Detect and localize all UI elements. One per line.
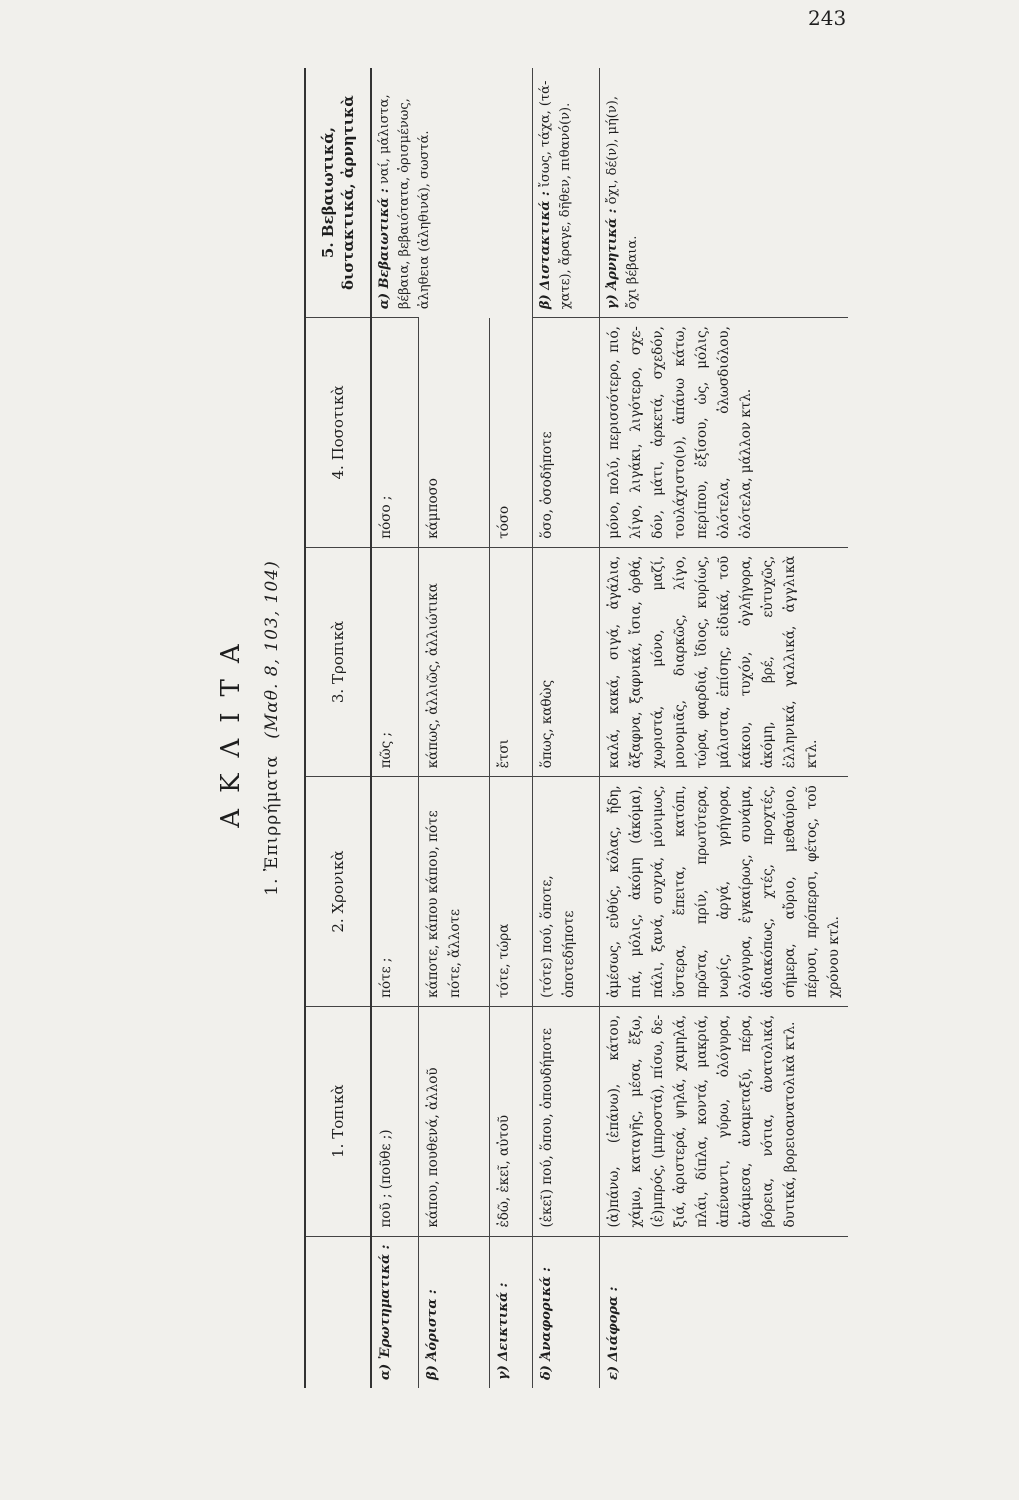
- col-header-topika: 1. Τοπικὰ: [305, 1006, 371, 1236]
- row-label: α) Ἐρωτηματικά :: [371, 1236, 419, 1388]
- row-label: γ) Δεικτικά :: [490, 1236, 533, 1388]
- table-cell: ἀμέσως, εὐθύς, κόλας, ἤδη, πιά, μόλις, ἀκόμη (ἀκόμα), πάλι, ξανά, συχνά, μόνιμως, ὕστερα, ἔπειτα, κατόπι, πρῶτα, πρίν, πρωτύτερα, νωρίς, ἀργά, γρήγορα, ὀλόγυρα, ἐγκαίρως, συνάμα, ἀδιακόπως, χτές, προχτές, σήμερα, αὔριο, μεθαύριο, πέρυσι, πρόπερσι, φέτος, τοῦ χρόνου κτλ.: [600, 777, 849, 1007]
- table-row: [371, 68, 419, 1388]
- table-cell: ἔτσι: [490, 547, 533, 777]
- row-label: ε) Διάφορα :: [600, 1236, 849, 1388]
- table-cell: ἐδῶ, ἐκεῖ, αὐτοῦ: [490, 1006, 533, 1236]
- negative-heading: γ) Ἀρνητικά :: [605, 208, 620, 310]
- rotated-page-content: [216, 28, 924, 1398]
- table-cell: ὅπως, καθὼς: [533, 547, 600, 777]
- table-row: [533, 68, 600, 1388]
- table-cell: κάποτε, κάπου κάπου, πότε πότε, ἄλλοτε: [419, 777, 490, 1007]
- col-header-empty: [305, 1236, 371, 1388]
- col-header-tropika: 3. Τροπικὰ: [305, 547, 371, 777]
- page-title: ΑΚΛΙΤΑ: [216, 628, 246, 828]
- table-header-row: [305, 68, 371, 1388]
- table-cell: ὅσο, ὁσοδήποτε: [533, 318, 600, 548]
- affirmative-heading: α) Βεβαιωτικά :: [377, 188, 392, 310]
- col5-negative-cell: [600, 68, 849, 318]
- table-cell: (ἀ)πάνω, (ἐπάνω), κάτου, χάμω, καταγῆς, μέσα, ἔξω, (ἐ)μπρός, (μπροστά), πίσω, δεξιά, ἀριστερά, ψηλά, χαμηλά, πλάι, δίπλα, κοντά, μακριά, ἀπέναντι, γύρω, ὁλόγυρα, ἀνάμεσα, ἀναμεταξύ, πέρα, βόρεια, νότια, ἀνατολικά, δυτικά, βορειοανατολικὰ κτλ.: [600, 1006, 849, 1236]
- col5-dubitative-cell: [533, 68, 600, 318]
- table-cell: κάπως, ἀλλιῶς, ἀλλιώτικα: [419, 547, 490, 777]
- table-row: [600, 68, 849, 1388]
- table-cell: πόσο ;: [371, 318, 419, 548]
- page-number: 243: [808, 6, 847, 30]
- col-header-chronika: 2. Χρονικὰ: [305, 777, 371, 1007]
- table-cell: ποῦ ; (ποῦθε ;): [371, 1006, 419, 1236]
- row-label: β) Ἀόριστα :: [419, 1236, 490, 1388]
- table-cell: πότε ;: [371, 777, 419, 1007]
- table-cell: (τότε) πού, ὅποτε, ὁποτεδήποτε: [533, 777, 600, 1007]
- table-cell: μόνο, πολύ, περισσότερο, πιό, λίγο, λιγάκι, λιγότερο, σχεδόν, μάτι, ἀρκετά, σχεδόν, τουλάχιστο(ν), ἀπάνω κάτω, περίπου, ἐξίσου, ὡς, μόλις, ὁλότελα, ὁλωσδιόλου, ὁλότελα, μάλλον κτλ.: [600, 318, 849, 548]
- section-subtitle: [262, 58, 282, 1398]
- col-header-posotika: 4. Ποσοτικὰ: [305, 318, 371, 548]
- negative-text: ὄχι, δέ(ν), μή(ν), ὄχι βέβαια.: [605, 96, 640, 310]
- subtitle-reference: (Μαθ. 8, 103, 104): [262, 560, 282, 739]
- dubitative-heading: β) Διστακτικά :: [538, 191, 553, 310]
- table-cell: καλά, κακά, σιγά, ἀγάλια, ἄξαφνα, ξαφνικά, ἴσια, ὁρθά, χωριστά, μόνο, μαζί, μονομιᾶς, διαρκῶς, λίγο, τώρα, φαρδιά, ἴδιος, κυρίως, μάλιστα, ἐπίσης, εἰδικά, τοῦ κάκου, τυχόν, ὀγλήγορα, ἀκόμη, βρέ, εὐτυχῶς, ἑλληνικά, γαλλικά, ἀγγλικὰ κτλ.: [600, 547, 849, 777]
- dubitative-text: ἴσως, τάχα, (τάχατε), ἄραγε, δῆθεν, πιθανό(ν).: [538, 80, 573, 310]
- table-cell: κάπου, πουθενά, ἀλλοῦ: [419, 1006, 490, 1236]
- affirmative-text: ναί, μάλιστα, βέβαια, βεβαιότατα, ὁρισμένως, ἀληθεια (ἀληθινά), σωστά.: [377, 94, 432, 310]
- table-cell: πῶς ;: [371, 547, 419, 777]
- content-wrap: [216, 58, 924, 1398]
- table-cell: (ἐκεῖ) πού, ὅπου, ὁπουδήποτε: [533, 1006, 600, 1236]
- adverbs-table: [304, 68, 848, 1388]
- col-header-bevaiotika: 5. Βεβαιωτικά, διστακτικά, ἀρνητικὰ: [305, 68, 371, 318]
- table-cell: τόσο: [490, 318, 533, 548]
- table-cell: τότε, τώρα: [490, 777, 533, 1007]
- col5-affirmative-cell: [371, 68, 533, 318]
- subtitle-text: 1. Ἐπιρρήματα: [262, 755, 282, 896]
- row-label: δ) Ἀναφορικά :: [533, 1236, 600, 1388]
- table-cell: κάμποσο: [419, 318, 490, 548]
